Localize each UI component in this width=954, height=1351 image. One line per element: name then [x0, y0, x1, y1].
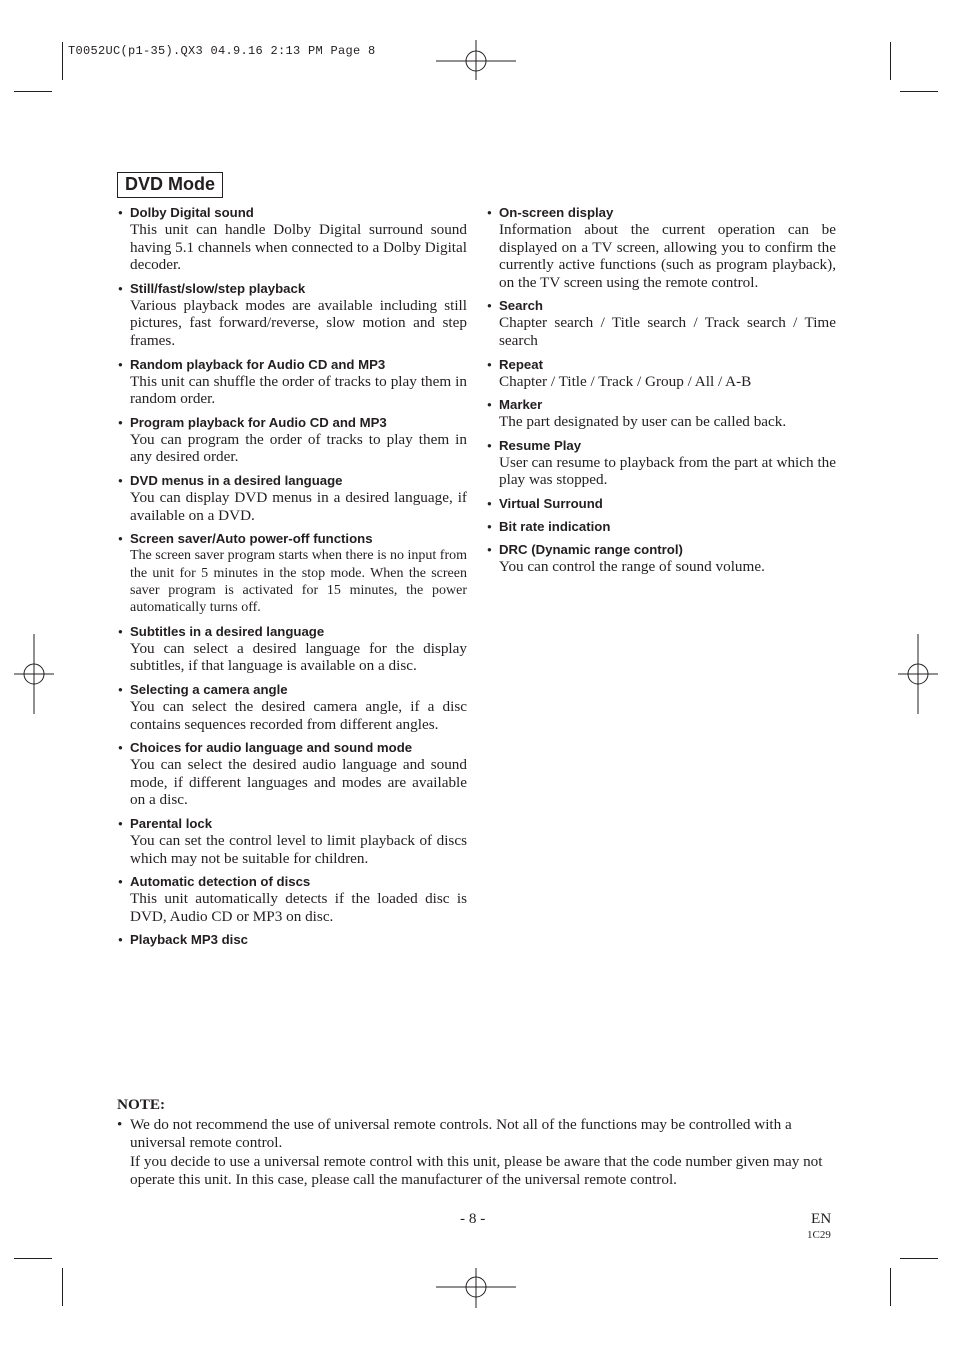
crop-mark [14, 1258, 52, 1259]
crop-mark [62, 42, 63, 80]
feature-title: ● DVD menus in a desired language [118, 473, 467, 489]
document-code: 1C29 [807, 1229, 831, 1241]
registration-mark-icon [436, 40, 516, 80]
section-title: DVD Mode [117, 172, 223, 198]
feature-description: This unit can handle Dolby Digital surround sound having 5.1 channels when connected to a Dolby Digital decoder. [130, 221, 467, 274]
feature-description: Various playback modes are available including still pictures, fast forward/reverse, slow motion and step frames. [130, 296, 467, 349]
feature-title: ● Search [487, 298, 836, 314]
note-text: • We do not recommend the use of universal remote controls. Not all of the functions may be controlled with a universal remote control. [117, 1116, 832, 1153]
feature-item [118, 816, 467, 867]
feature-description: You can program the order of tracks to play them in any desired order. [130, 430, 467, 466]
feature-description: The screen saver program starts when there is no input from the unit for 5 minutes in the stop mode. When the screen saver program is activated for 15 minutes, the power automatically turns off. [130, 548, 467, 616]
feature-title: ● Automatic detection of discs [118, 874, 467, 890]
feature-title: ● On-screen display [487, 205, 836, 221]
registration-mark-icon [898, 634, 938, 714]
feature-item [118, 281, 467, 350]
crop-mark [900, 91, 938, 92]
feature-item [118, 531, 467, 617]
feature-list-left [118, 205, 467, 955]
crop-mark [62, 1268, 63, 1306]
feature-list-right [487, 205, 836, 583]
feature-item [118, 932, 467, 948]
feature-description: You can select a desired language for the display subtitles, if that language is available on a disc. [130, 639, 467, 675]
feature-title: ● Playback MP3 disc [118, 932, 467, 948]
feature-item [118, 624, 467, 675]
page-number: - 8 - [460, 1210, 486, 1227]
registration-mark-icon [14, 634, 54, 714]
feature-item [118, 740, 467, 809]
feature-title: ● Subtitles in a desired language [118, 624, 467, 640]
feature-item [487, 542, 836, 576]
feature-item [118, 682, 467, 733]
note-text: If you decide to use a universal remote control with this unit, please be aware that the code number given may not operate this unit. In this case, please call the manufacturer of the universal remote control. [130, 1152, 823, 1189]
feature-title: ● Resume Play [487, 438, 836, 454]
feature-description: This unit can shuffle the order of tracks to play them in random order. [130, 372, 467, 408]
registration-mark-icon [436, 1268, 516, 1308]
feature-description: Chapter search / Title search / Track search / Time search [499, 314, 836, 349]
feature-item [487, 205, 836, 291]
note-section [117, 1096, 832, 1190]
feature-item [118, 415, 467, 466]
feature-item [118, 473, 467, 524]
feature-title: ● Marker [487, 397, 836, 413]
feature-item [118, 205, 467, 274]
feature-description: You can select the desired camera angle, if a disc contains sequences recorded from different angles. [130, 697, 467, 733]
feature-title: ● Choices for audio language and sound mode [118, 740, 467, 756]
feature-title: ● Still/fast/slow/step playback [118, 281, 467, 297]
feature-item [487, 397, 836, 431]
crop-mark [900, 1258, 938, 1259]
feature-title: ● Screen saver/Auto power-off functions [118, 531, 467, 547]
feature-item [118, 357, 467, 408]
feature-description: The part designated by user can be called back. [499, 413, 787, 431]
feature-description: You can display DVD menus in a desired language, if available on a DVD. [130, 488, 467, 524]
crop-mark [14, 91, 52, 92]
feature-item [487, 519, 836, 535]
feature-description: You can control the range of sound volume. [499, 557, 765, 575]
note-heading: NOTE: [117, 1096, 166, 1113]
feature-description: You can set the control level to limit playback of discs which may not be suitable for children. [130, 831, 467, 867]
feature-title: ● Parental lock [118, 816, 467, 832]
feature-description: Chapter / Title / Track / Group / All / A-B [499, 372, 752, 390]
feature-title: ● Program playback for Audio CD and MP3 [118, 415, 467, 431]
print-slug: T0052UC(p1-35).QX3 04.9.16 2:13 PM Page 8 [68, 44, 376, 58]
feature-title: ● Random playback for Audio CD and MP3 [118, 357, 467, 373]
feature-item [487, 357, 836, 391]
feature-item [487, 298, 836, 349]
feature-title: ● Dolby Digital sound [118, 205, 467, 221]
feature-item [118, 874, 467, 925]
crop-mark [890, 42, 891, 80]
feature-description: User can resume to playback from the part at which the play was stopped. [499, 453, 836, 489]
feature-title: ● Virtual Surround [487, 496, 836, 512]
crop-mark [890, 1268, 891, 1306]
feature-title: ● Repeat [487, 357, 836, 373]
feature-item [487, 496, 836, 512]
language-code: EN [811, 1210, 832, 1227]
feature-description: You can select the desired audio language and sound mode, if different languages and modes are available on a disc. [130, 756, 467, 809]
feature-title: ● Selecting a camera angle [118, 682, 467, 698]
feature-description: This unit automatically detects if the loaded disc is DVD, Audio CD or MP3 on disc. [130, 890, 467, 925]
feature-description: Information about the current operation can be displayed on a TV screen, allowing you to confirm the currently active functions (such as program playback), on the TV screen using the remote control. [499, 221, 836, 291]
feature-item [487, 438, 836, 489]
feature-title: ● DRC (Dynamic range control) [487, 542, 836, 558]
feature-title: ● Bit rate indication [487, 519, 836, 535]
